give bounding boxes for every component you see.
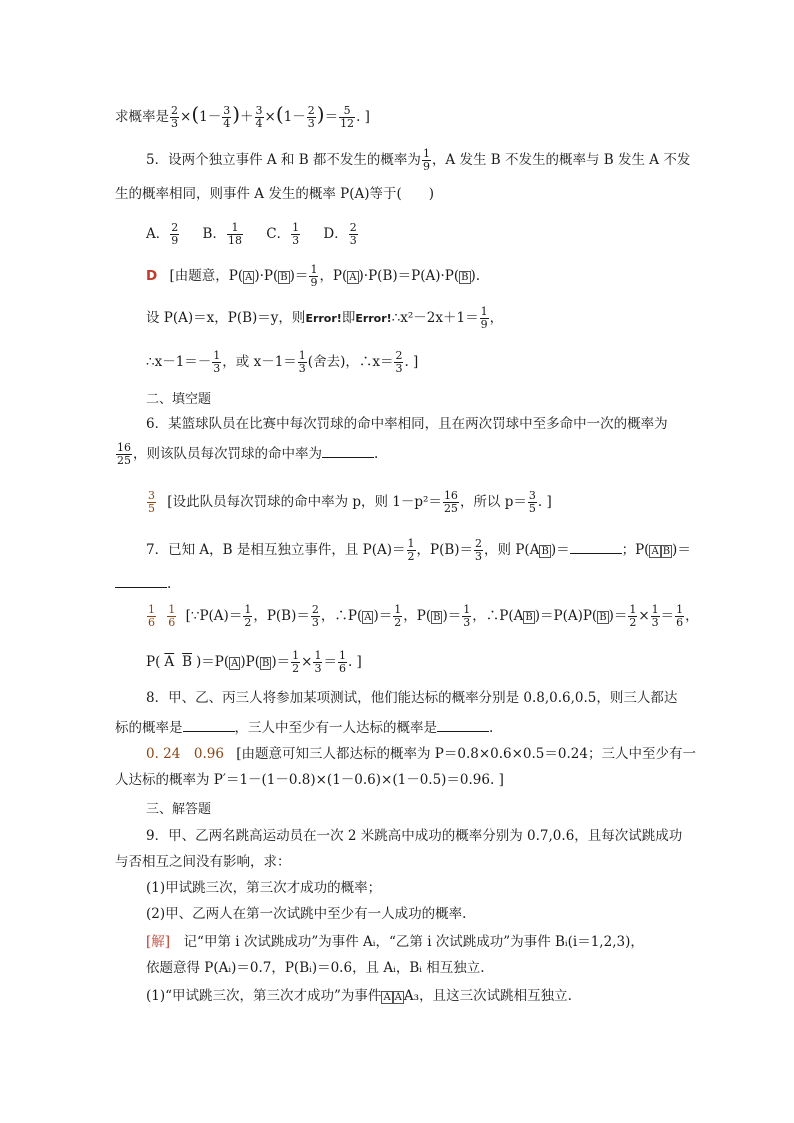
question-9-part-1: (1)甲试跳三次，第三次才成功的概率； [146, 880, 382, 896]
answer-5-line-3: ∴x－1＝－ $\frac{1}{3}$ ，或 x－1＝ $\frac{1}{3}$ (舍去)，∴x＝ $\frac{2}{3}$ . ] [146, 349, 419, 375]
answer-7-line-2: P( $\overline{A}$ $\overline{B}$ )＝P( A )P( B )＝ $\frac{1}{2}$ × $\frac{1}{3}$ ＝ $\frac{1}{6}$ . ] [146, 649, 362, 675]
question-7-line-1: 7．已知 A，B 是相互独立事件，且 P(A)＝ $\frac{1}{2}$ ，P(B)＝ $\frac{2}{3}$ ，则 P(A B )＝ ；P( A B )＝ [146, 537, 691, 563]
question-7-line-2: . [115, 574, 171, 594]
question-5-options: A． $\frac{2}{9}$ B． $\frac{1}{18}$ C． $\frac{1}{3}$ D． $\frac{2}{3}$ [146, 221, 357, 247]
question-9-part-2: (2)甲、乙两人在第一次试跳中至少有一人成功的概率. [146, 906, 467, 922]
answer-8-line-1: 0. 24 0.96 [由题意可知三人都达标的概率为 P＝0.8×0.6×0.5＝0.24；三人中至少有一 [146, 746, 696, 762]
question-9-line-2: 与否相互之间没有影响，求： [115, 854, 291, 870]
question-8-line-1: 8．甲、乙、丙三人将参加某项测试，他们能达标的概率分别是 0.8,0.6,0.5，则三人都达 [146, 690, 678, 706]
answer-5-line-1: D [由题意，P( A )·P( B )＝ $\frac{1}{9}$ ，P( A )·P(B)＝P(A)·P( B ). [146, 263, 481, 289]
question-5-line-2: 生的概率相同，则事件 A 发生的概率 P(A)等于( ) [115, 186, 435, 202]
answer-7-line-1: $\frac{1}{6}$ $\frac{1}{6}$ [∵P(A)＝ $\frac{1}{2}$ ，P(B)＝ $\frac{2}{3}$ ，∴P( A )＝ $\frac{1}{2}$ ，P( B )＝ $\frac{1}{3}$ ，∴P(A B )＝P(A)P( B )＝ $\frac{1}{2}$ × $\frac{1}{3}$ ＝ $\frac{1}{6}$ ， [148, 603, 699, 629]
solution-tag: [解] [146, 934, 171, 950]
question-9-line-1: 9．甲、乙两名跳高运动员在一次 2 米跳高中成功的概率分别为 0.7,0.6，且每次试跳成功 [146, 828, 683, 844]
answer-6: $\frac{3}{5}$ [设此队员每次罚球的命中率为 p，则 1－p²＝ $\frac{16}{25}$ ，所以 p＝ $\frac{3}{5}$ . ] [148, 489, 552, 515]
section-solve: 三、解答题 [146, 802, 212, 817]
question-6-line-2: $\frac{16}{25}$ ，则该队员每次罚球的命中率为 . [117, 441, 379, 467]
question-5-line-1: 5．设两个独立事件 A 和 B 都不发生的概率为 $\frac{1}{9}$ ，A 发生 B 不发生的概率与 B 发生 A 不发 [146, 147, 691, 173]
solution-9-line-1: [解] 记“甲第 i 次试跳成功”为事件 Aᵢ，“乙第 i 次试跳成功”为事件 Bᵢ(i＝1,2,3)， [146, 934, 644, 950]
answer-5-line-2: 设 P(A)＝x，P(B)＝y，则Error!即Error!∴x²－2x＋1＝ $\frac{1}{9}$ ， [146, 305, 504, 331]
answer-8-values: 0. 24 0.96 [146, 746, 224, 762]
section-fill-blank: 二、填空题 [146, 392, 212, 407]
question-8-line-2: 标的概率是 ，三人中至少有一人达标的概率是 . [115, 720, 494, 736]
line-prev-answer: 求概率是 $\frac{2}{3}$ ×(1－ $\frac{3}{4}$ )＋ $\frac{3}{4}$ ×(1－ $\frac{2}{3}$ )＝ $\frac{5}{12}$ . ] [115, 102, 370, 130]
answer-8-line-2: 人达标的概率为 P′＝1－(1－0.8)×(1－0.6)×(1－0.5)＝0.96. ] [115, 772, 504, 788]
solution-9-line-2: 依题意得 P(Aᵢ)＝0.7，P(Bᵢ)＝0.6，且 Aᵢ，Bᵢ 相互独立. [146, 960, 485, 976]
question-6-line-1: 6．某篮球队员在比赛中每次罚球的命中率相同，且在两次罚球中至多命中一次的概率为 [146, 416, 668, 432]
answer-5-letter: D [146, 268, 158, 284]
solution-9-line-3: (1)“甲试跳三次，第三次才成功”为事件 A A A₃，且这三次试跳相互独立. [146, 988, 572, 1004]
